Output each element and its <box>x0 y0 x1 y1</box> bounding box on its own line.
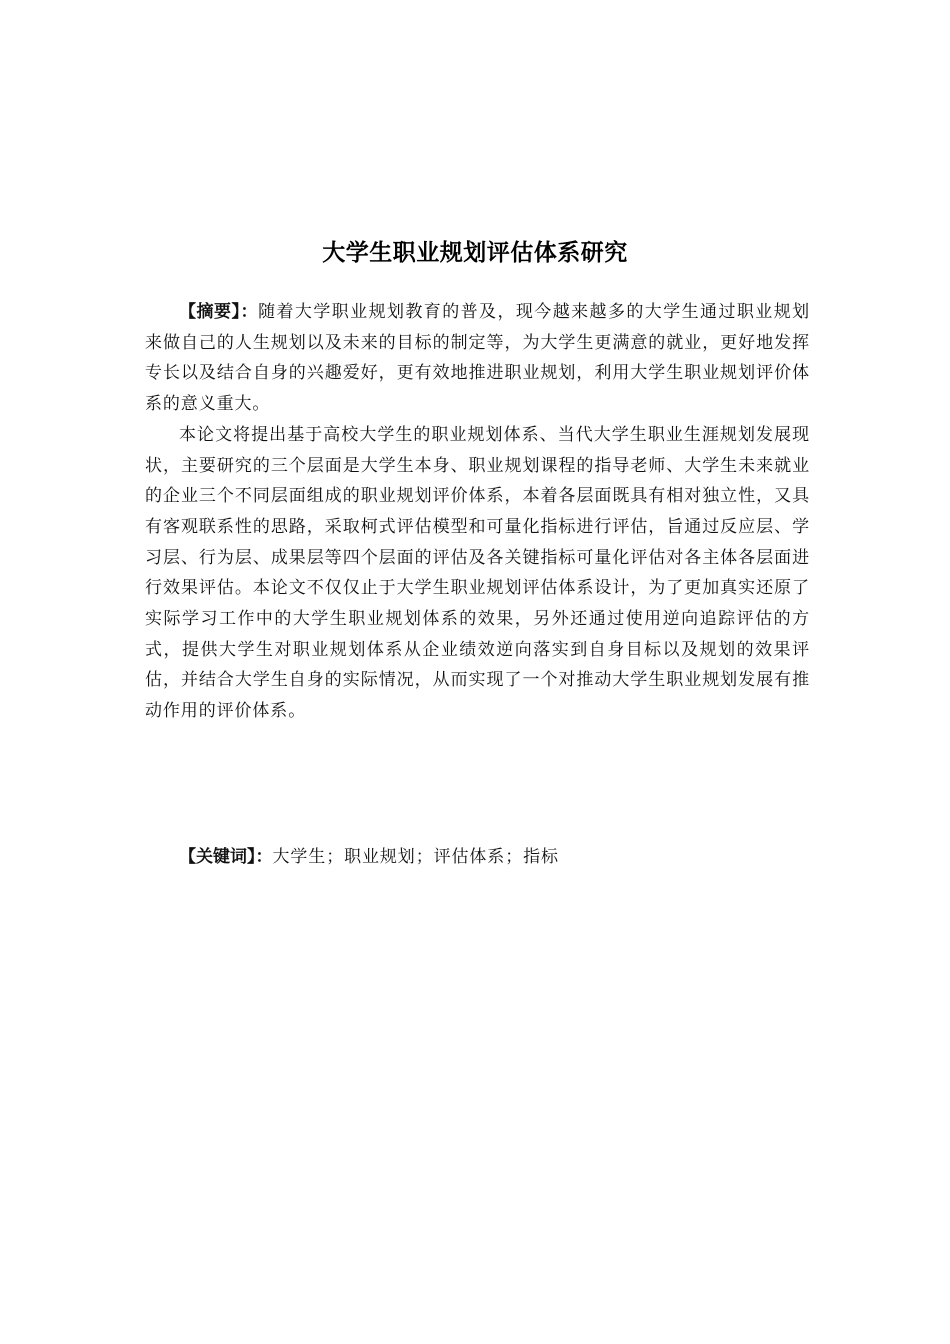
keywords-text: 大学生；职业规划；评估体系；指标 <box>272 847 559 867</box>
abstract-section <box>145 297 810 727</box>
keywords-label: 【关键词】： <box>179 847 273 867</box>
abstract-paragraph-1 <box>145 297 810 420</box>
keywords-line <box>145 842 810 872</box>
abstract-paragraph-2: 本论文将提出基于高校大学生的职业规划体系、当代大学生职业生涯规划发展现状，主要研究的三个层面是大学生本身、职业规划课程的指导老师、大学生未来就业的企业三个不同层面组成的职业规划评价体系，本着各层面既具有相对独立性，又具有客观联系性的思路，采取柯式评估模型和可量化指标进行评估，旨通过反应层、学习层、行为层、成果层等四个层面的评估及各关键指标可量化评估对各主体各层面进行效果评估。本论文不仅仅止于大学生职业规划评估体系设计，为了更加真实还原了实际学习工作中的大学生职业规划体系的效果，另外还通过使用逆向追踪评估的方式，提供大学生对职业规划体系从企业绩效逆向落实到自身目标以及规划的效果评估，并结合大学生自身的实际情况，从而实现了一个对推动大学生职业规划发展有推动作用的评价体系。 <box>145 424 810 722</box>
abstract-label: 【摘要】： <box>179 302 259 322</box>
abstract-paragraph-1-text: 随着大学职业规划教育的普及，现今越来越多的大学生通过职业规划来做自己的人生规划以及未来的目标的制定等，为大学生更满意的就业，更好地发挥专长以及结合自身的兴趣爱好，更有效地推进职业规划，利用大学生职业规划评价体系的意义重大。 <box>145 302 811 415</box>
document-title: 大学生职业规划评估体系研究 <box>322 240 628 266</box>
